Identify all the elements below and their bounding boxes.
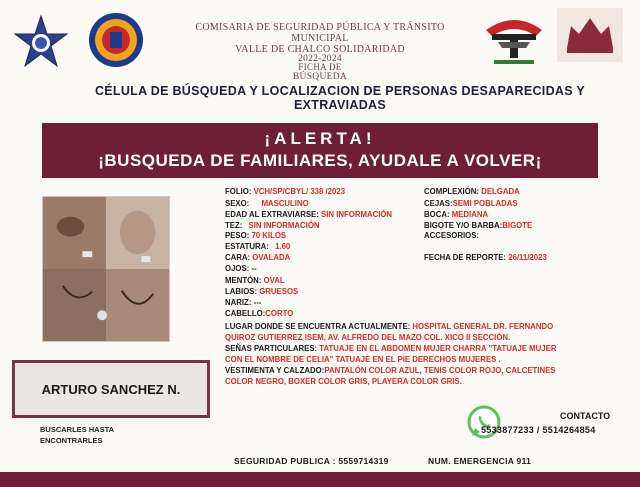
field-value: 70 KILOS — [251, 231, 287, 240]
field-bigote — [424, 221, 532, 231]
field-label: FOLIO: — [225, 187, 252, 196]
field-cabello — [225, 309, 293, 319]
header-ficha: FICHA DE — [298, 62, 342, 72]
person-photo — [42, 196, 170, 342]
field-value: OVALADA — [252, 253, 291, 262]
field-value: OVAL — [263, 276, 285, 285]
field-label: MENTÓN: — [225, 276, 262, 285]
marks-label: SEÑAS PARTICULARES: — [225, 344, 318, 353]
field-peso — [225, 231, 286, 241]
field-label: CARA: — [225, 253, 251, 262]
field-value: BIGOTE — [502, 221, 533, 230]
alert-subheading: ¡BUSQUEDA DE FAMILIARES, AYUDALE A VOLVER¡ — [98, 151, 542, 170]
field-ojos — [225, 264, 257, 274]
alert-heading: ¡ALERTA! — [264, 129, 376, 148]
field-cara — [225, 253, 290, 263]
clothing-label: VESTIMENTA Y CALZADO: — [225, 366, 325, 375]
field-cejas — [424, 199, 518, 209]
field-label: BIGOTE Y/O BARBA: — [424, 221, 503, 230]
search-note-line1: BUSCARLES HASTA — [40, 425, 115, 434]
field-label: NARIZ: — [225, 298, 252, 307]
field-value: 1.60 — [275, 242, 291, 251]
location-label: LUGAR DONDE SE ENCUENTRA ACTUALMENTE: — [225, 322, 411, 331]
person-name: ARTURO SANCHEZ N. — [15, 363, 207, 415]
footer-security-phone: SEGURIDAD PUBLICA : 5559714319 — [234, 456, 389, 466]
field-value: GRUESOS — [259, 287, 299, 296]
field-label: COMPLEXIÓN: — [424, 187, 480, 196]
search-note-line2: ENCONTRARLES — [40, 436, 103, 445]
police-star-logo — [12, 14, 70, 72]
field-value: SEMI POBLADAS — [452, 199, 518, 208]
field-complexion — [424, 187, 520, 197]
field-tez — [225, 221, 320, 231]
field-label: EDAD AL EXTRAVIARSE: — [225, 210, 319, 219]
marks-value-line2: CON EL NOMBRE DE CELIA" TATUAJE EN EL PIE DERECHOS MUJERES . — [225, 355, 501, 364]
clothing — [225, 365, 620, 387]
contact-label: CONTACTO — [560, 411, 611, 421]
field-label: CABELLO: — [225, 309, 266, 318]
field-value: -- — [251, 264, 257, 273]
field-accesorios — [424, 231, 479, 241]
distinguishing-marks — [225, 343, 620, 365]
field-sexo — [225, 199, 309, 209]
field-label: PESO: — [225, 231, 250, 240]
location-value-line1: HOSPITAL GENERAL DR. FERNANDO — [412, 322, 554, 331]
field-label: ACCESORIOS: — [424, 231, 480, 240]
field-label: LABIOS: — [225, 287, 258, 296]
field-label: OJOS: — [225, 264, 250, 273]
field-boca — [424, 210, 488, 220]
field-value: SIN INFORMACIÓN — [321, 210, 393, 219]
field-value: CORTO — [265, 309, 294, 318]
field-label: ESTATURA: — [225, 242, 269, 251]
field-value: MASCULINO — [261, 199, 309, 208]
location-value-line2: QUIROZ GUTIERREZ ISEM, AV. ALFREDO DEL MAZO COL. XICO II SECCIÓN. — [225, 333, 511, 342]
field-label: CEJAS: — [424, 199, 453, 208]
current-location — [225, 321, 620, 343]
person-name-box — [12, 360, 210, 418]
footer-emergency-number: NUM. EMERGENCIA 911 — [428, 456, 532, 466]
field-value: MEDIANA — [451, 210, 489, 219]
clothing-value-line1: PANTALÓN COLOR AZUL, TENIS COLOR ROJO, CALCETINES — [324, 366, 556, 375]
field-value: VCH/SP/CBYL/ 338 /2023 — [253, 187, 346, 196]
section-title-line1: CÉLULA DE BÚSQUEDA Y LOCALIZACION DE PERSONAS DESAPARECIDAS Y — [94, 84, 586, 98]
header-agency-line1: COMISARIA DE SEGURIDAD PÚBLICA Y TRÁNSITO — [195, 22, 445, 33]
alert-banner — [42, 123, 598, 178]
field-label: SEXO: — [225, 199, 250, 208]
contact-phones: 5533877233 / 5514264854 — [481, 425, 596, 435]
field-label: FECHA DE REPORTE: — [424, 253, 507, 262]
header-municipality: VALLE DE CHALCO SOLIDARIDAD — [235, 44, 405, 55]
municipal-logo — [480, 8, 548, 68]
field-folio — [225, 187, 345, 197]
marks-value-line1: TATUAJE EN EL ABDOMEN MUJER CHARRA "TATUAJE MUJER — [319, 344, 557, 353]
field-value: 26/11/2023 — [508, 253, 547, 262]
field-label: BOCA: — [424, 210, 450, 219]
header-agency-line2: MUNICIPAL — [291, 33, 349, 44]
clothing-value-line2: COLOR NEGRO, BOXER COLOR GRIS, PLAYERA COLOR GRIS. — [225, 377, 462, 386]
section-title-line2: EXTRAVIADAS — [294, 98, 386, 112]
field-value: --- — [253, 298, 262, 307]
field-value: DELGADA — [481, 187, 520, 196]
field-labios — [225, 287, 298, 297]
field-nariz — [225, 298, 261, 308]
field-estatura — [225, 242, 290, 252]
town-crest-logo — [557, 8, 623, 62]
header-period: 2022-2024 — [298, 54, 342, 64]
field-menton — [225, 276, 285, 286]
header-busqueda: BÚSQUEDA — [292, 72, 348, 82]
security-badge-logo — [88, 12, 144, 68]
field-edad — [225, 210, 392, 220]
bottom-bar — [0, 472, 640, 487]
field-label: TEZ: — [225, 221, 243, 230]
field-fecha-reporte — [424, 253, 547, 263]
field-value: SIN INFORMACIÓN — [248, 221, 320, 230]
